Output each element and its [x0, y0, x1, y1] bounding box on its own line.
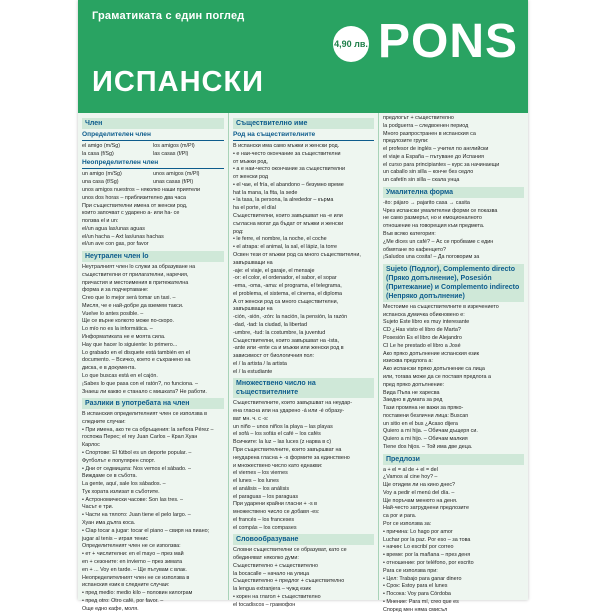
text-line: • отношение: por teléfono, por escrito	[383, 559, 474, 566]
text-line: отношение на говорещия към предмета.	[383, 223, 485, 230]
text-line: Para се използва при:	[383, 567, 438, 574]
text-line: la bocacalle – начало на улица	[233, 570, 310, 577]
text-line: • пред otro: Otro café, por favor. –	[82, 597, 164, 604]
section-diminutive: Умалителна форма	[383, 187, 524, 198]
text-line: Voy a pedir el menú del día. –	[383, 489, 455, 496]
text-line: зависимост от биологичния пол:	[233, 353, 315, 360]
text-line: Съществително + съществително	[233, 562, 318, 569]
text-line: Според мен няма смисъл	[383, 606, 448, 613]
text-line: следните случаи:	[82, 418, 126, 425]
text-line: • корен на глагол + съществително	[233, 594, 321, 601]
text-line: • Спортове: El fútbol es un deporte popular. –	[82, 450, 192, 456]
indefinite-rows	[82, 171, 224, 185]
text-line: • е наи-често окончание за съществителни	[233, 150, 341, 157]
text-line: el viernes – los viernes	[233, 470, 288, 477]
article-form: los amigos (m/Pl)	[153, 143, 195, 149]
text-line: завършващи на	[233, 259, 273, 266]
article-form: unos amigos (m/Pl)	[153, 171, 200, 178]
text-line: ползва el и un:	[82, 218, 119, 225]
text-line: • време: por la mañana – през деня	[383, 552, 471, 559]
text-line: Съществително + предлог + съществително	[233, 578, 345, 585]
text-line: Тази промяна не важи за пряко-	[383, 405, 464, 412]
text-line: documento. – Всичко, което е съхранено на	[82, 357, 191, 364]
text-line: испанска думичка обикновено е:	[383, 311, 465, 318]
article-row	[82, 143, 224, 150]
text-line: el/un hacha – Axt las/unas hachas	[82, 233, 164, 240]
text-line: и множествено число като еднакви:	[233, 462, 323, 469]
text-line: Най-често затруднени предлозите	[383, 505, 469, 512]
text-line: Карлос	[82, 442, 100, 449]
text-line: el tocadiscos – грамофон	[233, 601, 296, 608]
grammar-columns	[78, 113, 528, 613]
section-subject-objects: Sujeto (Подлог), Complemento directo (Пряко допълнение), Posesión (Притежание) и Complemento indirecto (Непряко допълнение)	[383, 264, 524, 302]
text-line: или, тогава може да се поставя предлога a	[383, 373, 492, 380]
text-line: Словни съществителни се образуват, като се	[233, 547, 347, 554]
text-line: Quiero a mi hija. – Обичам дъщеря си.	[383, 428, 478, 435]
text-line: el / la estudiante	[233, 368, 273, 375]
article-form: unas casas (f/Pl)	[153, 179, 194, 186]
text-line: el profesor de inglés – учител по английски	[383, 146, 489, 153]
text-line: el / la artista / la artista	[233, 360, 287, 367]
text-line: Виждаме се в събота.	[82, 473, 138, 480]
text-line: -ante или -ente са и мъжки или женски род в	[233, 345, 344, 352]
text-line: el sofá – los sofás el café – los cafés	[233, 431, 321, 438]
section-plural: Множествено число на съществителните	[233, 378, 374, 398]
text-line: Знаеш ли какво е станало с мишката? Не работи.	[82, 388, 207, 395]
article-form: la casa (f/Sg)	[82, 150, 114, 157]
text-line: Часът е три.	[82, 504, 114, 511]
text-line: В испански има само мъжки и женски род.	[233, 143, 340, 149]
text-line: -ción, -sión, -zón: la nación, la pensión, la razón	[233, 314, 348, 321]
text-line: Lo que buscas está en el cajón.	[82, 372, 158, 379]
text-line: a + el = al de + el = del	[383, 466, 438, 473]
text-line: Определителният член не се използва:	[82, 543, 181, 550]
text-line: -aje: el viaje, el garaje, el mensaje	[233, 267, 315, 274]
text-line: el lunes – los lunes	[233, 478, 279, 485]
text-line: -or: el color, el ordenador, el sabor, el sopar	[233, 275, 337, 282]
text-line: При съществителни имена от женски род,	[82, 202, 188, 209]
pons-logo: PONS	[378, 15, 519, 68]
text-line: Ако испански пряко допълнение са лица	[383, 366, 485, 373]
text-line: Неопределителният член не се използва в	[82, 574, 190, 581]
text-line: Още едно кафе, моля.	[82, 605, 139, 612]
text-line: Много разпространен в испанския са	[383, 130, 476, 137]
text-line: неударена гласна + -s формите за единствено	[233, 454, 350, 461]
text-line: • пред medio: medio kilo – половин килограм	[82, 590, 193, 597]
text-line: Ще поръчам менюто на деня.	[383, 497, 458, 504]
text-line: La gente, aquí, sale los sábados. –	[82, 481, 166, 488]
noun-gender-text	[233, 143, 374, 375]
text-line: поставени безлични лица: Buscan	[383, 412, 469, 419]
column-1	[78, 113, 228, 612]
text-line: обмятане по кафенцето?	[383, 246, 447, 253]
text-line: Ще се върне колкото може по-скоро.	[82, 318, 174, 325]
noun-gender-heading: Род на съществителните	[233, 131, 374, 141]
text-line: Съществителни, които завършват на -ista,	[233, 337, 340, 344]
text-line: • Дни от седмицата: Nos vemos el sábado. –	[82, 465, 192, 472]
text-line: множествено число се добавя -es:	[233, 509, 320, 516]
text-line: en + ... Voy en tarde. – Ще пътувам с влак.	[82, 566, 187, 573]
text-line: el análisis – los análisis	[233, 485, 290, 492]
definite-rows	[82, 143, 224, 157]
text-line: съществителни от прилагателни, наречия,	[82, 271, 189, 278]
text-line: Hay que hacer lo siguiente: lo primero...	[82, 341, 178, 348]
book-title: ИСПАНСКИ	[92, 66, 265, 98]
compound-text	[383, 115, 524, 184]
text-line: CI Le he prestado el libro a José	[383, 342, 461, 349]
article-row	[82, 151, 224, 158]
text-line: el problema, el sistema, el cinema, el diploma	[233, 290, 343, 297]
text-line: un caballo sin silla – конче без седло	[383, 169, 474, 176]
definite-article-heading: Определителен член	[82, 131, 224, 141]
text-line: el compás – los compases	[233, 524, 297, 531]
text-line: При съществителните, които завършват на	[233, 446, 342, 453]
series-subtitle: Граматиката с един поглед	[92, 10, 245, 22]
text-line: -dad, -tad: la ciudad, la libertad	[233, 321, 308, 328]
text-line: съгласна могат да бъдат от мъжки и женски	[233, 220, 344, 227]
cover-header	[78, 0, 528, 113]
text-line: които започват с ударено a- или ha- се	[82, 210, 180, 217]
text-line: В испанския определителният член се използва в	[82, 411, 208, 418]
indefinite-article-heading: Неопределителен член	[82, 159, 224, 169]
article-form: un amigo (m/Sg)	[82, 171, 122, 178]
text-line: • Цел: Trabajo para ganar dinero	[383, 575, 462, 582]
text-line: Lo grabado en el disquete está también en el	[82, 349, 190, 356]
text-line: Ще отидем ли на кино днес?	[383, 482, 456, 489]
text-line: Съществителните, които завършват на неудар-	[233, 400, 353, 407]
text-line: • el atrapa: el animal, la sal, el lápiz, la torre	[233, 244, 338, 251]
text-line: Чрез испански умалителни форми се показва	[383, 207, 498, 214]
section-noun: Съществително име	[233, 118, 374, 129]
text-line: А от женски род са много съществителни,	[233, 298, 339, 305]
text-line: -ema, -oma, -ama: el programa, el telegrama,	[233, 283, 342, 290]
article-row	[82, 179, 224, 186]
text-line: la podguerra – следвоенен период	[383, 122, 469, 129]
text-line: от мъжки род,	[233, 158, 268, 165]
text-line: При ударени крайни гласни + -s в	[233, 501, 318, 508]
text-line: Освен тези от мъжки род са много съществителни,	[233, 251, 361, 258]
prepositions-text	[383, 467, 524, 613]
text-line: Заедно в думата за ред	[383, 397, 443, 404]
text-line: el curso para principiantes – курс за начинаещи	[383, 161, 500, 168]
text-line: госпожа Перес; el rey Juan Carlos – Крал Хуан	[82, 434, 198, 441]
text-line: Всичките: la luz – las luces (z нарва в c)	[233, 439, 332, 446]
text-line: Creo que lo mejor será tomar un taxi. –	[82, 295, 176, 302]
article-row	[82, 171, 224, 178]
text-line: Sujeto Este libro es muy interesante	[383, 319, 470, 326]
text-line: • Части на тялото: Juan tiene el pelo largo. –	[82, 512, 191, 519]
section-prepositions: Предлози	[383, 454, 524, 465]
text-line: Luchar por la paz. Por eso – за това	[383, 536, 471, 543]
text-line: unos amigos nuestros – няколко наши приятели	[82, 186, 201, 193]
price-badge: 4,90 лв.	[333, 26, 369, 62]
text-line: Във всяко категория:	[383, 230, 436, 237]
text-line: el francés – los franceses	[233, 516, 295, 523]
article-form: el amigo (m/Sg)	[82, 143, 121, 149]
text-line: hat la mana, la fita, la sede	[233, 189, 298, 196]
text-line: unos dos horas – приблизително два часа	[82, 194, 187, 201]
text-line: • При имена, ако те са обръщения: la señora Pérez –	[82, 426, 214, 433]
text-line: • Clap tocar a jugar: tocar el piano – свиря на пиано;	[82, 527, 210, 534]
section-word-formation: Словообразуване	[233, 534, 374, 545]
text-line: Quiero a mi hijo. – Обичам малкия	[383, 436, 468, 443]
subject-text	[383, 304, 524, 451]
text-line: Информатиката не е моята сила.	[82, 334, 166, 341]
text-line: предлогът + съществително	[383, 115, 454, 121]
text-line: Vuelve lo antes posible. –	[82, 310, 144, 317]
text-line: ена гласна или на ударено -á или -é образу-	[233, 408, 345, 415]
text-line: • le ferre, el nombre, la noche, el coche	[233, 236, 327, 243]
text-line: un cafetín sin silla – скала унца	[383, 177, 460, 184]
text-line: • причина: Lo hago por amor	[383, 528, 453, 535]
article-form: las casas (f/Pl)	[153, 150, 189, 157]
text-line: пред пряко допълнение:	[383, 381, 445, 388]
text-line: Por се използва за:	[383, 521, 432, 528]
text-line: el/un agua las/unas aguas	[82, 225, 145, 232]
text-line: Неутралният член lo служи за образуване на	[82, 264, 196, 270]
text-line: • ет + числителни: en el mayo – през май	[82, 551, 184, 558]
text-line: el/un ave con gas, por favor	[82, 241, 149, 248]
text-line: Posesión Es el libro de Alejandro	[383, 335, 462, 342]
text-line: ¿Vamos al cine hoy? –	[383, 474, 438, 481]
text-line: завършващи на	[233, 306, 273, 313]
text-line: • Посока: Voy para Córdoba	[383, 591, 451, 598]
text-line: форма и за подчертаване:	[82, 287, 149, 294]
section-usage-differences: Разлики в употребата на член	[82, 398, 224, 409]
text-line: la lengua extranjera – чужд език	[233, 586, 311, 593]
text-line: • la tasa, la persona, la alrededor – кърма	[233, 197, 334, 204]
column-2	[228, 113, 378, 608]
text-line: jugar al tenis – играя тенис	[82, 535, 149, 542]
indefinite-text	[82, 187, 224, 248]
text-line: -umbre, -tud: la costumbre, la juventud	[233, 329, 326, 336]
text-line: un sitio en el bus ¿Acaso dijera	[383, 420, 458, 427]
text-line: изисква предлога a:	[383, 358, 433, 365]
text-line: предлозите групи:	[383, 138, 429, 145]
text-line: испанския език в следните случаи:	[82, 582, 170, 589]
text-line: el viaje a España – пътуване до Испания	[383, 153, 484, 160]
text-line: са por и para.	[383, 513, 417, 520]
section-article: Член	[82, 118, 224, 129]
neuter-text	[82, 264, 224, 395]
text-line: • a е наи-често окончание за съществителни	[233, 166, 346, 173]
text-line: Lo mío no es la informática. –	[82, 326, 153, 333]
text-line: Хуан има дълга коса.	[82, 520, 136, 527]
plural-text	[233, 400, 374, 531]
text-line: en + сезоните: en invierno – през зимата	[82, 558, 183, 565]
text-line: диска, е в документа.	[82, 365, 136, 372]
text-line: Вида Пъпа не харесва	[383, 389, 440, 396]
text-line: Tiene dos hijos. – Той има две деца.	[383, 443, 473, 450]
usage-text	[82, 411, 224, 612]
text-line: • Мнение: Para mí, creo que es	[383, 598, 459, 605]
text-line: • el чае, el fría, el abandono – безумно време	[233, 181, 344, 188]
text-line: род:	[233, 228, 244, 235]
text-line: ha el porte, el díal	[233, 205, 276, 212]
text-line: причастия и местоимения в притежателна	[82, 279, 189, 286]
text-line: CD ¿Has visto el libro de Marta?	[383, 327, 461, 334]
text-line: • начин: Lo escribí por correo	[383, 544, 454, 551]
text-line: -ito: pájaro → pajarito casa → casita	[383, 199, 470, 206]
book-cover	[78, 0, 528, 613]
text-line: Футболът е популярен спорт.	[82, 457, 156, 464]
text-line: ват мн. ч. с -s:	[233, 415, 269, 422]
text-line: un niño – unos niños la playa – las playas	[233, 423, 333, 430]
text-line: el paraguas – los paraguas	[233, 493, 299, 500]
text-line: Местоиме на съществителните в изречението	[383, 303, 499, 310]
text-line: • Срок: Estoy para el lunes	[383, 583, 448, 590]
text-line: Мисля, че е най-добре да вземем такси.	[82, 302, 184, 309]
text-line: от женски род	[233, 174, 269, 181]
text-line: • Астрономически часове: Son las tres. –	[82, 496, 184, 503]
text-line: Тук хората излизат в съботите.	[82, 488, 160, 495]
text-line: не само размерът, но и емоционалното	[383, 215, 482, 222]
text-line: ¿Me dices un café? – Ас се пробваме с един	[383, 238, 494, 245]
column-3	[378, 113, 528, 613]
text-line: ¡Sabes lo que pasa con el ratón?, no funciona. –	[82, 380, 198, 387]
text-line: Съществителни, които завършват на -e или	[233, 213, 343, 220]
text-line: обединяват няколко думи:	[233, 555, 299, 562]
diminutive-text	[383, 200, 524, 261]
section-neuter-article: Неутрален член lo	[82, 251, 224, 262]
text-line: ¡Saludos una cosita! – Да поговорим за	[383, 254, 480, 261]
article-form: una casa (f/Sg)	[82, 179, 119, 186]
word-formation-text	[233, 547, 374, 608]
text-line: Ако пряко допълнение испанския език	[383, 350, 480, 357]
